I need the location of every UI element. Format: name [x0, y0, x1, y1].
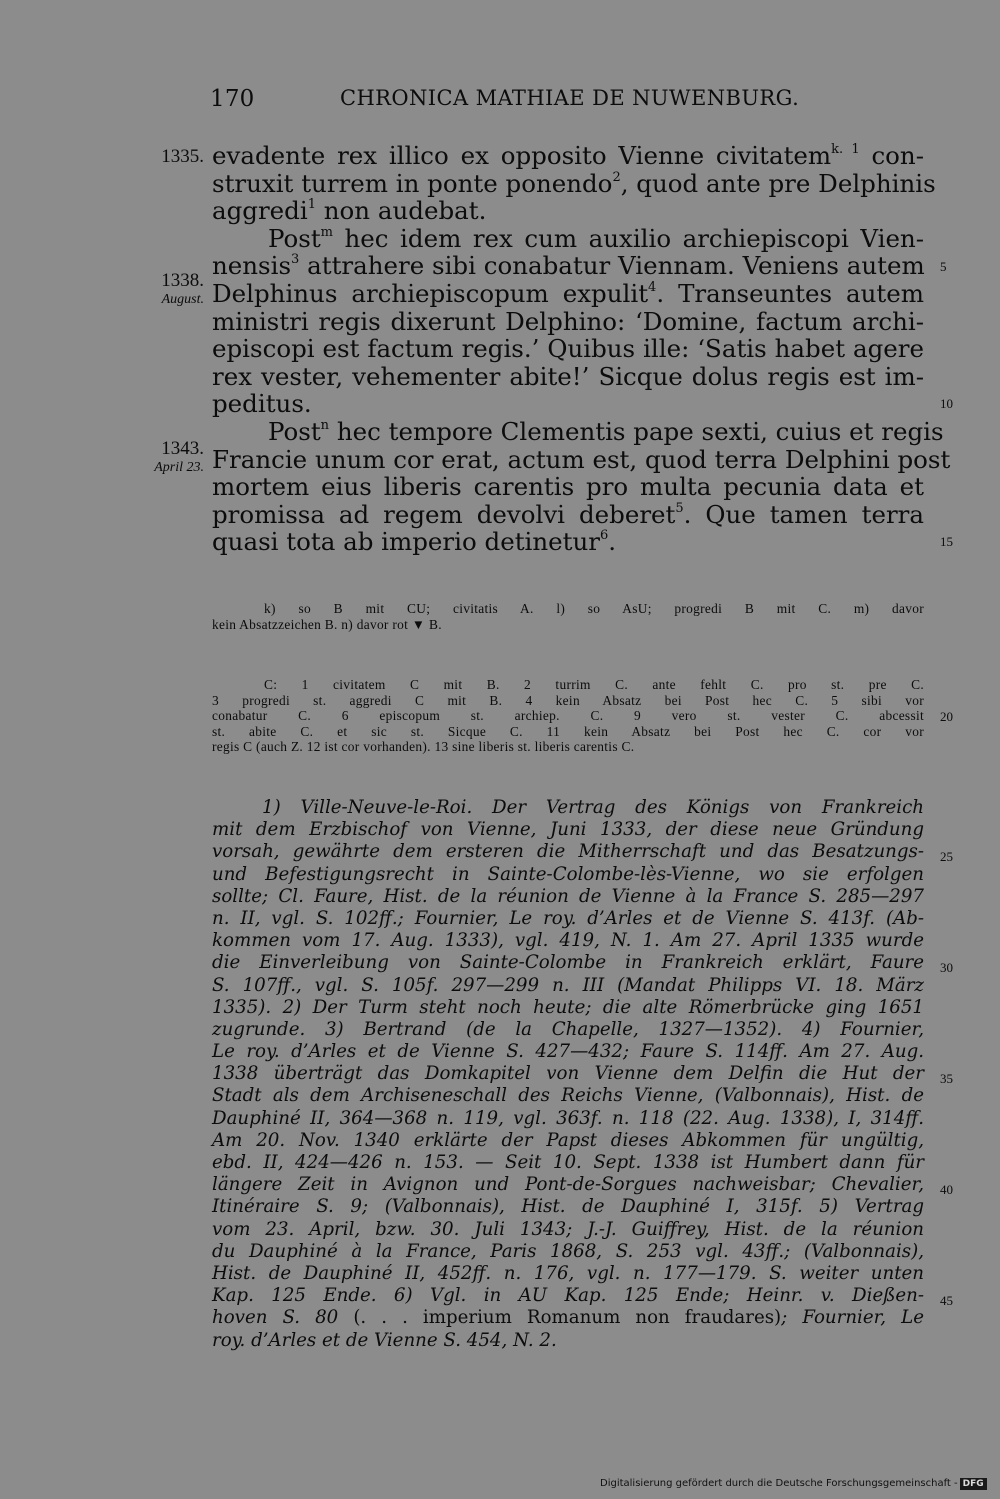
text-line: quasi tota ab imperio detinetur$^6$. [212, 527, 617, 557]
footnote-line: vorsah, gewährte dem ersteren die Mitherrschaft und das Besatzungs- [212, 841, 924, 863]
running-title: CHRONICA MATHIAE DE NUWENBURG. [340, 86, 800, 110]
text-line: aggredi$^1$ non audebat. [212, 196, 487, 226]
footnote-line: roy. d’Arles et de Vienne S. 454, N. 2. [212, 1329, 557, 1351]
footnote-line: längere Zeit in Avignon und Pont-de-Sorgues nachweisbar; Chevalier, [212, 1174, 924, 1196]
text-line: Delphinus archiepiscopum expulit$^4$. Transeuntes autem [212, 278, 924, 308]
apparatus-line: conabatur C. 6 episcopum st. archiep. C. 9 vero st. vester C. abcessit [212, 708, 924, 723]
dfg-logo: DFG [960, 1478, 987, 1490]
footnote-line: und Befestigungsrecht in Sainte-Colombe-lès-Vienne, wo sie erfolgen [212, 863, 924, 885]
apparatus-line: kein Absatzzeichen B. n) davor rot ▼ B. [212, 616, 442, 632]
text-line: promissa ad regem devolvi deberet$^5$. Que tamen terra [212, 499, 924, 529]
footnote-line: Hist. de Dauphiné II, 452ff. n. 176, vgl. n. 177—179. S. weiter unten [212, 1262, 924, 1284]
line-number: 10 [940, 396, 953, 411]
footnote-line: n. II, vgl. S. 102ff.; Fournier, Le roy. d’Arles et de Vienne S. 413f. (Ab- [212, 907, 924, 929]
footnote-line: Dauphiné II, 364—368 n. 119, vgl. 363f. n. 118 (22. Aug. 1338), I, 314ff. [212, 1107, 924, 1129]
footnote-line: zugrunde. 3) Bertrand (de la Chapelle, 1327—1352). 4) Fournier, [212, 1018, 924, 1040]
apparatus-line: regis C (auch Z. 12 ist cor vorhanden). 13 sine liberis st. liberis carentis C. [212, 739, 635, 754]
footnote-line: mit dem Erzbischof von Vienne, Juni 1333, der diese neue Gründung [212, 819, 924, 841]
margin-year-1343: 1343. [161, 438, 204, 459]
apparatus-line: 3 progredi st. aggredi C mit B. 4 kein Absatz bei Post hec C. 5 sibi vor [212, 692, 924, 708]
apparatus-line: C: 1 civitatem C mit B. 2 turrim C. ante fehlt C. pro st. pre C. [264, 677, 924, 692]
line-number: 5 [940, 259, 947, 274]
apparatus-line: st. abite C. et sic st. Sicque C. 11 kein Absatz bei Post hec C. cor vor [212, 723, 924, 739]
margin-year-1338: 1338. [161, 270, 204, 291]
line-number: 45 [940, 1293, 953, 1308]
credit-text: Digitalisierung gefördert durch die Deutsche Forschungsgemeinschaft - [600, 1478, 958, 1489]
footnote-line: 1) Ville-Neuve-le-Roi. Der Vertrag des Königs von Frankreich [262, 797, 924, 818]
text-line: evadente rex illico ex opposito Vienne civitatem$^{k. 1}$ con- [212, 141, 924, 170]
apparatus-manuscript-c [212, 677, 924, 755]
margin-date-april: April 23. [154, 460, 204, 475]
digitization-credit [600, 1478, 987, 1490]
footnote-line: Stadt als dem Archiseneschall des Reichs Vienne, (Valbonnais), Hist. de [212, 1085, 924, 1107]
running-header [210, 86, 926, 118]
line-number: 30 [940, 960, 953, 975]
footnote-line: kommen vom 17. Aug. 1333), vgl. 419, N. 1. Am 27. April 1335 wurde [212, 930, 924, 952]
footnote-line: Itinéraire S. 9; (Valbonnais), Hist. de Dauphiné I, 315f. 5) Vertrag [212, 1196, 924, 1218]
text-line: Francie unum cor erat, actum est, quod terra Delphini post [212, 444, 951, 474]
line-number: 25 [940, 849, 953, 864]
margin-year-1335: 1335. [161, 146, 204, 167]
text-line: mortem eius liberis carentis pro multa pecunia data et [212, 472, 924, 502]
text-line: rex vester, vehementer abite!’ Sicque dolus regis est im- [212, 361, 924, 391]
footnote-line: Le roy. d’Arles et de Vienne S. 427—432; Faure S. 114ff. Am 27. Aug. [212, 1041, 924, 1063]
margin-date-august: August. [161, 292, 204, 307]
line-number: 15 [940, 534, 953, 549]
page-number: 170 [210, 86, 255, 112]
line-number: 40 [940, 1182, 953, 1197]
apparatus-line: k) so B mit CU; civitatis A. l) so AsU; progredi B mit C. m) davor [264, 601, 924, 616]
footnote-line: Kap. 125 Ende. 6) Vgl. in AU Kap. 125 Ende; Heinr. v. Dießen- [212, 1285, 924, 1307]
footnote-line: S. 107ff., vgl. S. 105f. 297—299 n. III (Mandat Philipps VI. 18. März [212, 974, 924, 996]
footnote-line: vom 23. April, bzw. 30. Juli 1343; J.-J. Guiffrey, Hist. de la réunion [212, 1218, 924, 1240]
text-line: Post$^m$ hec idem rex cum auxilio archiepiscopi Vien- [268, 223, 924, 253]
footnote-line: du Dauphiné à la France, Paris 1868, S. 253 vgl. 43ff.; (Valbonnais), [212, 1240, 924, 1262]
footnote-line: Am 20. Nov. 1340 erklärte der Papst dieses Abkommen für ungültig, [212, 1129, 924, 1151]
footnote-line: 1335). 2) Der Turm steht noch heute; die alte Römerbrücke ging 1651 [212, 996, 924, 1018]
footnote-line: die Einverleibung von Sainte-Colombe in Frankreich erklärt, Faure [212, 952, 924, 974]
footnote-line: ebd. II, 424—426 n. 153. — Seit 10. Sept. 1338 ist Humbert dann für [212, 1152, 924, 1173]
footnote-line: hoven S. 80 (. . . imperium Romanum non fraudares); Fournier, Le [212, 1307, 924, 1329]
text-line: peditus. [212, 389, 312, 419]
footnote-line: sollte; Cl. Faure, Hist. de la réunion de Vienne à la France S. 285—297 [212, 885, 924, 907]
text-line: nensis$^3$ attrahere sibi conabatur Viennam. Veniens autem [212, 251, 925, 281]
line-number: 20 [940, 709, 953, 724]
text-line: struxit turrem in ponte ponendo$^2$, quod ante pre Delphinis [212, 168, 936, 198]
text-line: episcopi est factum regis.’ Quibus ille: ‘Satis habet agere [212, 334, 924, 364]
historical-footnotes [212, 797, 924, 1352]
text-line: ministri regis dixerunt Delphino: ‘Domine, factum archi- [212, 306, 924, 336]
line-number: 35 [940, 1071, 953, 1086]
apparatus-variants [212, 601, 924, 632]
footnote-line: 1338 überträgt das Domkapitel von Vienne dem Delfin die Hut der [212, 1063, 924, 1085]
text-line: Post$^n$ hec tempore Clementis pape sexti, cuius et regis [268, 416, 944, 446]
